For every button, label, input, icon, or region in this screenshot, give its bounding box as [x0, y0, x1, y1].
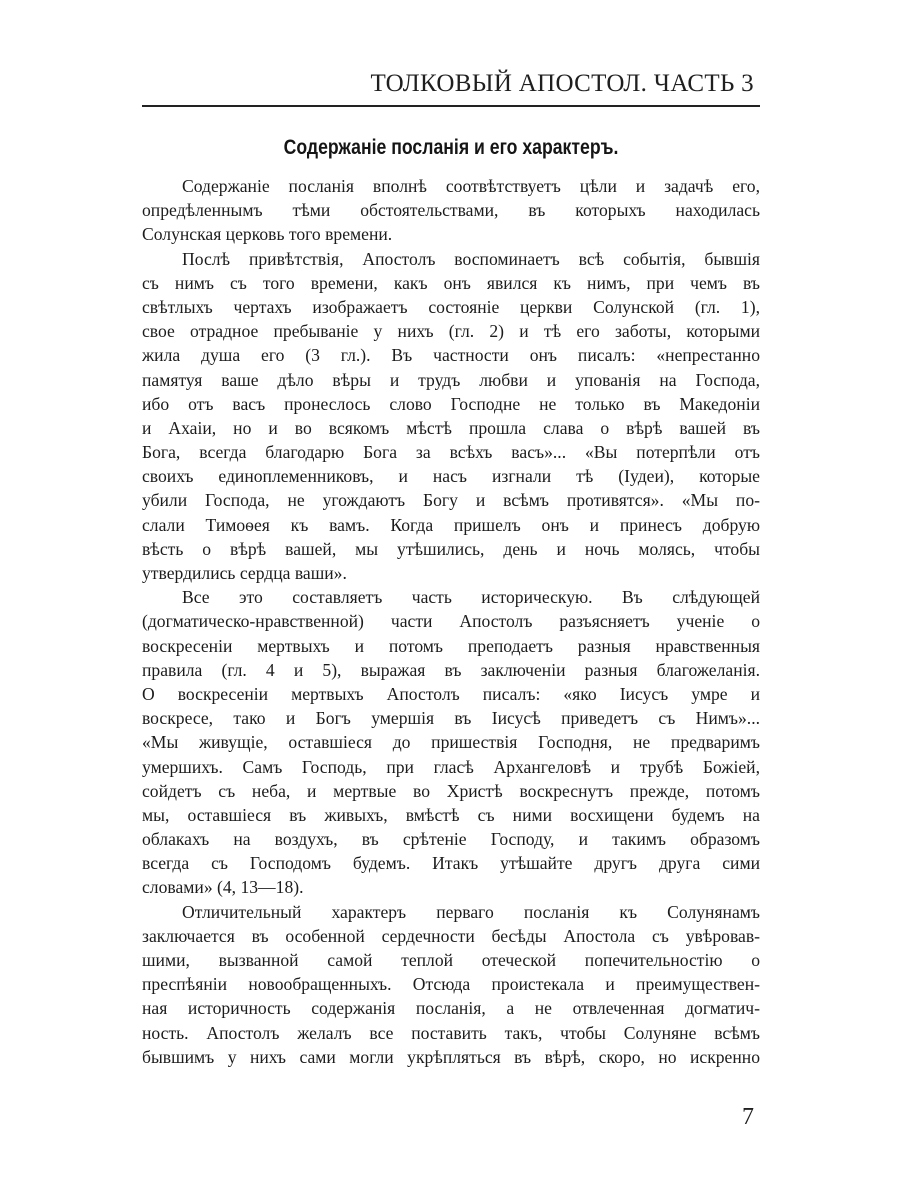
text-line: умершихъ. Самъ Господь, при гласѣ Архангеловѣ и трубѣ Божіей,	[142, 756, 760, 777]
text-line: мы, оставшіеся въ живыхъ, вмѣстѣ съ ними восхищени будемъ на	[142, 804, 760, 825]
text-line: Содержаніе посланія вполнѣ соотвѣтствуетъ цѣли и задачѣ его,	[182, 176, 760, 196]
text-line: Отличительный характеръ перваго посланія къ Солунянамъ	[182, 901, 760, 922]
text-line: Послѣ привѣтствія, Апостолъ воспоминаетъ всѣ событія, бывшія	[182, 248, 760, 269]
text-line: преспѣяніи новообращенныхъ. Отсюда проистекала и преимуществен-	[142, 974, 760, 995]
text-line: ная историчность содержанія посланія, а не отвлеченная догматич-	[142, 998, 760, 1019]
text-line: съ нимъ съ того времени, какъ онъ явился къ нимъ, при чемъ въ	[142, 272, 760, 293]
text-line: Все это составляетъ часть историческую. Въ слѣдующей	[182, 587, 760, 608]
text-line: всегда съ Господомъ будемъ. Итакъ утѣшайте другъ друга сими	[142, 853, 760, 874]
text-line: ибо отъ васъ пронеслось слово Господне не только въ Македоніи	[142, 393, 760, 414]
paragraph-1	[142, 174, 760, 247]
text-line: словами» (4, 13—18).	[142, 877, 304, 898]
text-line: (догматическо-нравственной) части Апостолъ разъясняетъ ученіе о	[142, 611, 760, 632]
text-line: ность. Апостолъ желалъ все поставить такъ, чтобы Солуняне всѣмъ	[142, 1022, 760, 1043]
text-line: заключается въ особенной сердечности бесѣды Апостола съ увѣровав-	[142, 925, 760, 946]
paragraph-3	[142, 585, 760, 899]
text-line: жила душа его (3 гл.). Въ частности онъ писалъ: «непрестанно	[142, 345, 760, 366]
body-text	[142, 174, 760, 1069]
text-line: правила (гл. 4 и 5), выражая въ заключеніи разныя благожеланія.	[142, 659, 760, 680]
text-line: «Мы живущіе, оставшіеся до пришествія Господня, не предваримъ	[142, 732, 760, 753]
text-line: сойдетъ съ неба, и мертвые во Христѣ воскреснутъ прежде, потомъ	[142, 780, 760, 801]
text-line: шими, вызванной самой теплой отеческой попечительностію о	[142, 950, 760, 970]
text-line: вѣсть о вѣрѣ вашей, мы утѣшились, день и ночь молясь, чтобы	[142, 538, 760, 559]
text-line: памятуя ваше дѣло вѣры и трудъ любви и упованія на Господа,	[142, 369, 760, 390]
text-line: воскресеніи мертвыхъ и потомъ преподаетъ разныя нравственныя	[142, 635, 760, 656]
text-line: Солунская церковь того времени.	[142, 224, 393, 245]
text-line: опредѣленнымъ тѣми обстоятельствами, въ которыхъ находилась	[142, 200, 760, 221]
section-title: Содержаніе посланія и его характеръ.	[283, 136, 619, 159]
paragraph-2	[142, 247, 760, 586]
text-line: слали Тимоѳея къ вамъ. Когда пришелъ онъ и принесъ добрую	[142, 514, 760, 535]
text-line: бывшимъ у нихъ сами могли укрѣпляться въ вѣрѣ, скоро, но искренно	[142, 1046, 760, 1067]
text-line: облакахъ на воздухъ, въ срѣтеніе Господу, и такимъ образомъ	[142, 829, 760, 850]
paragraph-4	[142, 900, 760, 1069]
header-rule	[142, 105, 760, 107]
text-line: и Ахаіи, но и во всякомъ мѣстѣ прошла слава о вѣрѣ вашей въ	[142, 417, 760, 438]
text-line: свое отрадное пребываніе у нихъ (гл. 2) и тѣ его заботы, которыми	[142, 321, 760, 342]
page-number: 7	[742, 1104, 754, 1130]
text-line: свѣтлыхъ чертахъ изображаетъ состояніе церкви Солунской (гл. 1),	[142, 296, 760, 317]
text-line: воскресе, тако и Богъ умершія въ Іисусѣ приведетъ съ Нимъ»...	[142, 708, 760, 729]
running-header: ТОЛКОВЫЙ АПОСТОЛ. ЧАСТЬ 3	[370, 70, 754, 97]
text-line: утвердились сердца ваши».	[142, 563, 347, 583]
text-line: убили Господа, не угождаютъ Богу и всѣмъ противятся». «Мы по-	[142, 490, 760, 511]
text-line: О воскресеніи мертвыхъ Апостолъ писалъ: «яко Іисусъ умре и	[142, 683, 760, 704]
text-line: Бога, всегда благодарю Бога за всѣхъ васъ»... «Вы потерпѣли отъ	[142, 442, 760, 463]
text-line: своихъ единоплеменниковъ, и насъ изгнали тѣ (Іудеи), которые	[142, 466, 760, 487]
